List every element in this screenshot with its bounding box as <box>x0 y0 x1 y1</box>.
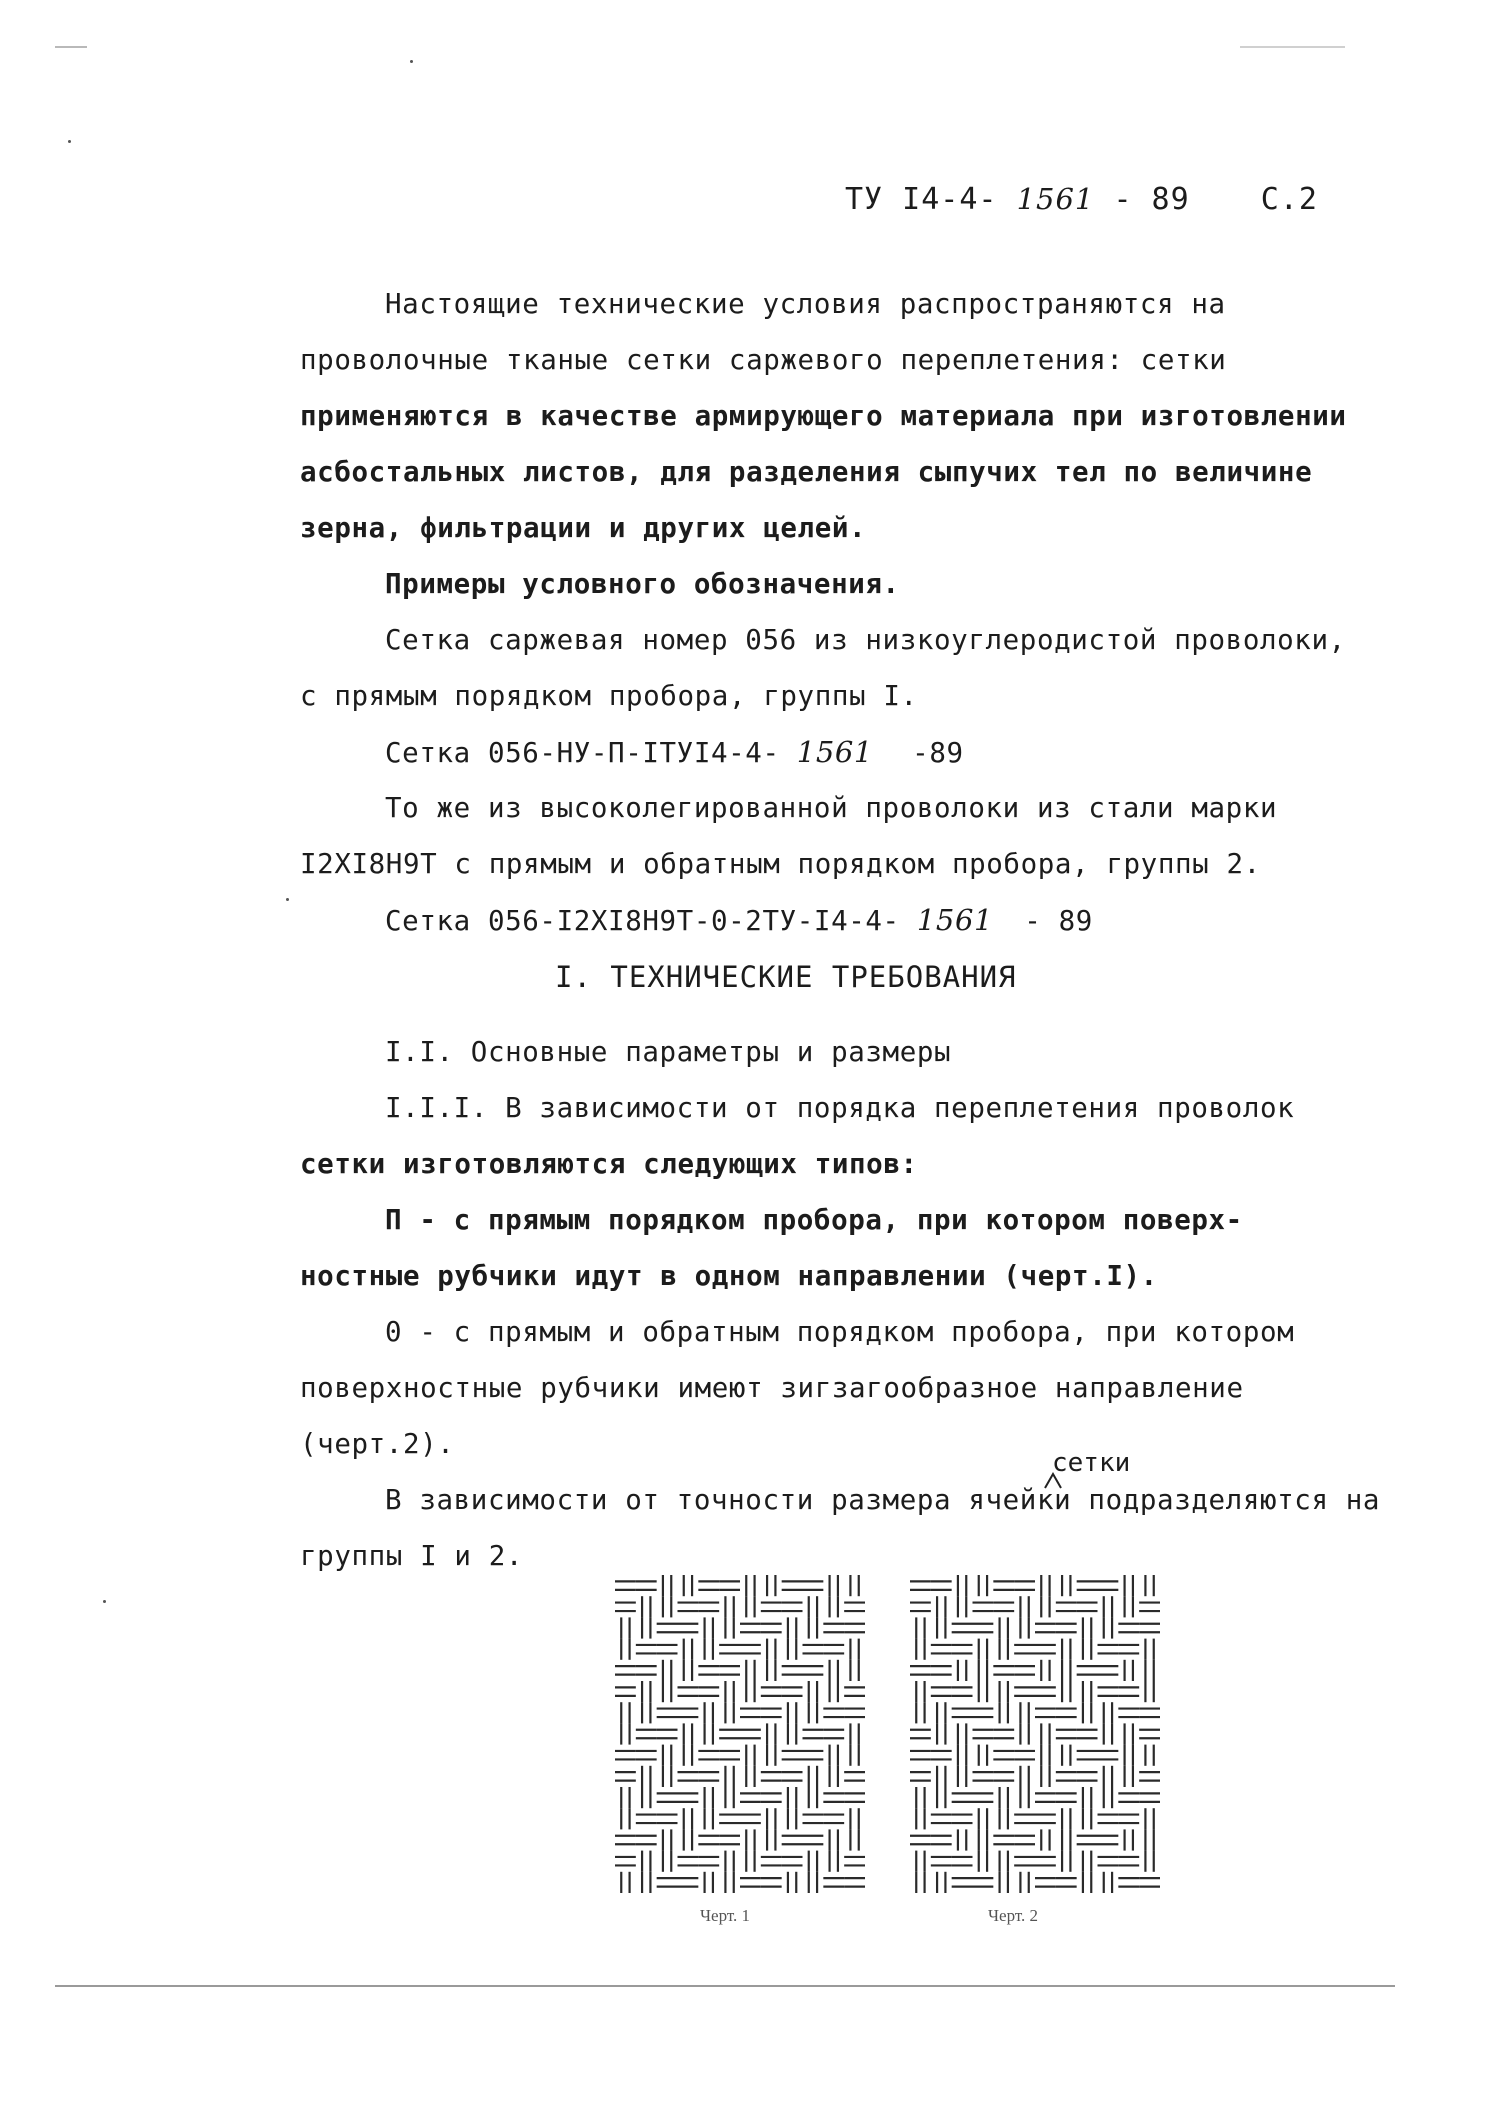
text-line: Сетка саржевая номер 056 из низкоуглеродистой проволоки, <box>385 624 1346 656</box>
designation-suffix: -89 <box>912 737 964 769</box>
handwritten-standard-number: 1561 <box>916 903 994 937</box>
text-line: сетки изготовляются следующих типов: <box>300 1148 918 1180</box>
designation-example-2 <box>300 892 1400 948</box>
scan-speck <box>103 1600 106 1603</box>
intro-paragraph <box>300 276 1400 948</box>
text-line: с прямым порядком пробора, группы I. <box>300 680 918 712</box>
text-line: проволочные тканые сетки саржевого переплетения: сетки <box>300 344 1227 376</box>
figure-1-caption: Черт. 1 <box>700 1906 751 1925</box>
scan-edge-top-right <box>1240 46 1345 48</box>
text-line: 0 - с прямым и обратным порядком пробора, при котором <box>385 1316 1295 1348</box>
text-line: То же из высоколегированной проволоки из стали марки <box>385 792 1278 824</box>
figure-1 <box>615 1575 865 1897</box>
subsection-heading: I.I. Основные параметры и размеры <box>385 1036 952 1068</box>
text-line: ностные рубчики идут в одном направлении (черт.I). <box>300 1260 1158 1292</box>
scan-edge-top-left <box>55 46 87 48</box>
text-line: поверхностные рубчики имеют зигзагообразное направление <box>300 1372 1244 1404</box>
designation-suffix: - 89 <box>1024 905 1093 937</box>
figure-2 <box>910 1575 1160 1897</box>
page-number: С.2 <box>1260 182 1318 217</box>
designation-prefix: Сетка 056-I2XI8H9T-0-2ТУ-I4-4- <box>385 905 900 937</box>
text-line: I.I.I. В зависимости от порядка переплетения проволок <box>385 1092 1295 1124</box>
handwritten-standard-number: 1561 <box>1016 182 1095 216</box>
scan-speck <box>286 898 289 901</box>
text-line: зерна, фильтрации и других целей. <box>300 512 867 544</box>
text-line: В зависимости от точности размера ячейки подразделяются на <box>385 1484 1381 1516</box>
scan-speck <box>68 140 71 143</box>
requirements-paragraph <box>300 1024 1400 1584</box>
handwritten-standard-number: 1561 <box>796 735 873 769</box>
figure-2-caption: Черт. 2 <box>988 1906 1039 1925</box>
text-line: Настоящие технические условия распространяются на <box>385 288 1226 320</box>
text-line: I2XI8H9T с прямым и обратным порядком пробора, группы 2. <box>300 848 1261 880</box>
inserted-word: сетки <box>1052 1448 1131 1478</box>
text-line: (черт.2). <box>300 1428 455 1460</box>
standard-code-prefix: ТУ I4-4- <box>845 182 998 217</box>
section-heading: I. ТЕХНИЧЕСКИЕ ТРЕБОВАНИЯ <box>555 960 1017 994</box>
designation-example-1 <box>300 724 1400 780</box>
designation-prefix: Сетка 056-НУ-П-IТУI4-4- <box>385 737 780 769</box>
text-line: группы I и 2. <box>300 1540 524 1572</box>
scan-speck <box>410 60 413 63</box>
document-header <box>845 182 1318 217</box>
text-line: применяются в качестве армирующего материала при изготовлении <box>300 400 1347 432</box>
insertion-caret-icon <box>1043 1472 1063 1490</box>
text-line: асбостальных листов, для разделения сыпучих тел по величине <box>300 456 1313 488</box>
weave-pattern-2 <box>910 1575 1160 1893</box>
weave-pattern-1 <box>615 1575 865 1893</box>
standard-code-suffix: - 89 <box>1113 182 1190 217</box>
text-line: П - с прямым порядком пробора, при котором поверх- <box>385 1204 1243 1236</box>
examples-heading: Примеры условного обозначения. <box>385 568 900 600</box>
scan-edge-bottom <box>55 1985 1395 1987</box>
